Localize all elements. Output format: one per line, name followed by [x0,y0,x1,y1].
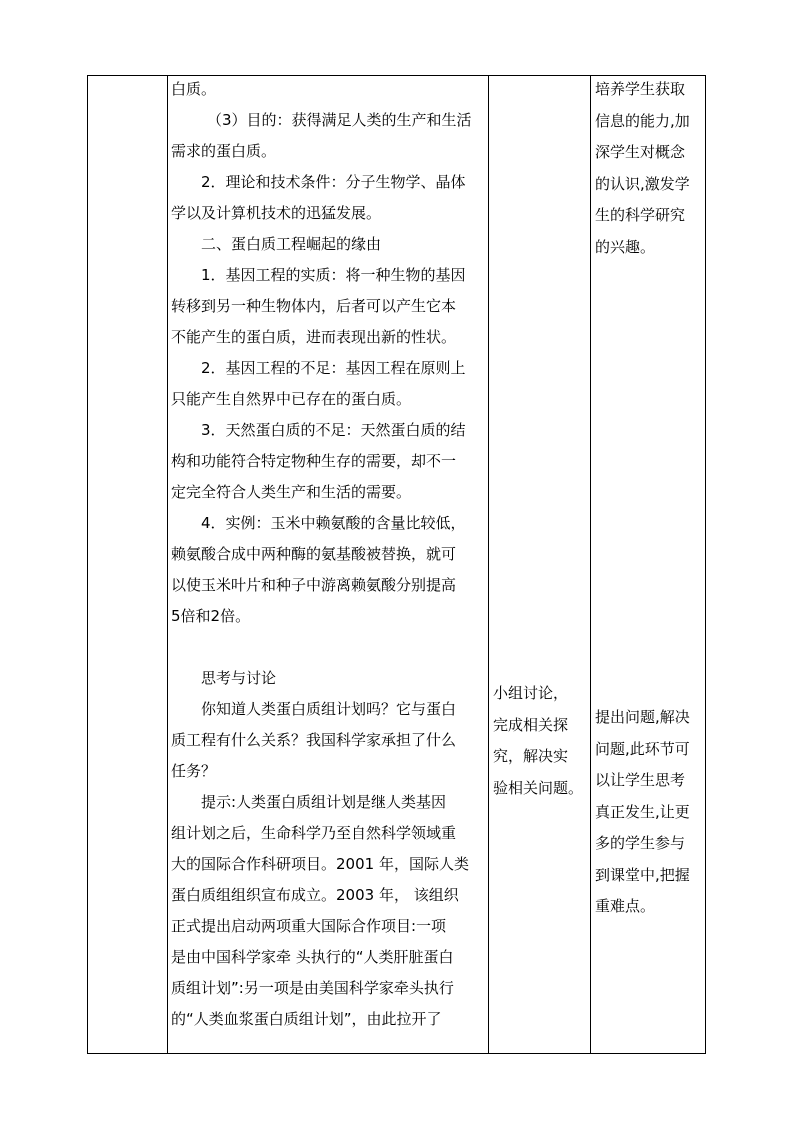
intent-line: 深学生对概念 [595,143,686,161]
content-line: 1．基因工程的实质：将一种生物的基因 [201,266,466,284]
content-line: 是由中国科学家牵 头执行的“人类肝脏蛋白 [171,948,454,966]
column-divider-1 [167,76,168,1053]
content-line: 组计划之后，生命科学乃至自然科学领域重 [171,824,457,842]
column-divider-2 [488,76,489,1053]
activity-line: 小组讨论， [493,684,569,702]
content-line: 构和功能符合特定物种生存的需要，却不一 [171,452,457,470]
lesson-table [87,75,706,1054]
content-line: 你知道人类蛋白质组计划吗？它与蛋白 [201,700,457,718]
section-heading: 二、蛋白质工程崛起的缘由 [201,235,382,253]
content-line: 蛋白质组组织宣布成立。2003 年， 该组织 [171,886,459,904]
intent-line: 信息的能力,加 [595,111,690,130]
intent-line: 重难点。 [595,897,656,915]
content-line: （3）目的：获得满足人类的生产和生活 [207,111,472,129]
student-activity-column [493,678,588,804]
content-line: 的“人类血浆蛋白质组计划”，由此拉开了 [171,1010,442,1028]
content-line: 2．基因工程的不足：基因工程在原则上 [201,359,466,377]
content-line: 学以及计算机技术的迅猛发展。 [171,204,382,222]
content-line: 不能产生的蛋白质，进而表现出新的性状。 [171,328,457,346]
activity-line: 完成相关探 [493,715,569,734]
content-line: 定完全符合人类生产和生活的需要。 [171,483,412,501]
intent-line: 真正发生,让更 [595,802,690,821]
intent-line: 问题,此环节可 [595,739,690,758]
content-line: 转移到另一种生物体内，后者可以产生它本 [171,297,457,315]
content-line: 质工程有什么关系？我国科学家承担了什么 [171,731,457,749]
intent-line: 生的科学研究 [595,206,686,224]
content-line: 需求的蛋白质。 [171,142,277,160]
content-column [171,74,487,1035]
content-line: 以使玉米叶片和种子中游离赖氨酸分别提高 [171,576,457,594]
blank-line [171,632,487,663]
design-intent-top [595,74,702,263]
intent-line: 的认识,激发学 [595,174,690,193]
content-line: 只能产生自然界中已存在的蛋白质。 [171,390,412,408]
intent-line: 提出问题,解决 [595,708,690,726]
activity-line: 究，解决实 [493,747,569,765]
content-line: 5倍和2倍。 [171,607,251,625]
design-intent-bottom [595,702,702,923]
content-line: 提示:人类蛋白质组计划是继人类基因 [201,793,447,811]
content-line: 3．天然蛋白质的不足：天然蛋白质的结 [201,421,466,439]
section-heading: 思考与讨论 [201,669,277,687]
content-line: 任务？ [171,762,217,780]
activity-line: 验相关问题。 [493,778,584,797]
content-line: 正式提出启动两项重大国际合作项目:一项 [171,917,447,935]
content-line: 白质。 [171,80,217,98]
column-divider-3 [590,76,591,1053]
intent-line: 到课堂中,把握 [595,865,690,884]
content-line: 赖氨酸合成中两种酶的氨基酸被替换，就可 [171,545,457,563]
content-line: 2．理论和技术条件：分子生物学、晶体 [201,173,466,191]
intent-line: 的兴趣。 [595,237,656,256]
intent-line: 多的学生参与 [595,834,686,852]
content-line: 4．实例：玉米中赖氨酸的含量比较低， [201,514,466,532]
intent-line: 以让学生思考 [595,771,686,789]
content-line: 大的国际合作科研项目。2001 年，国际人类 [171,855,469,873]
intent-line: 培养学生获取 [595,80,686,98]
content-line: 质组计划”:另一项是由美国科学家牵头执行 [171,979,454,997]
